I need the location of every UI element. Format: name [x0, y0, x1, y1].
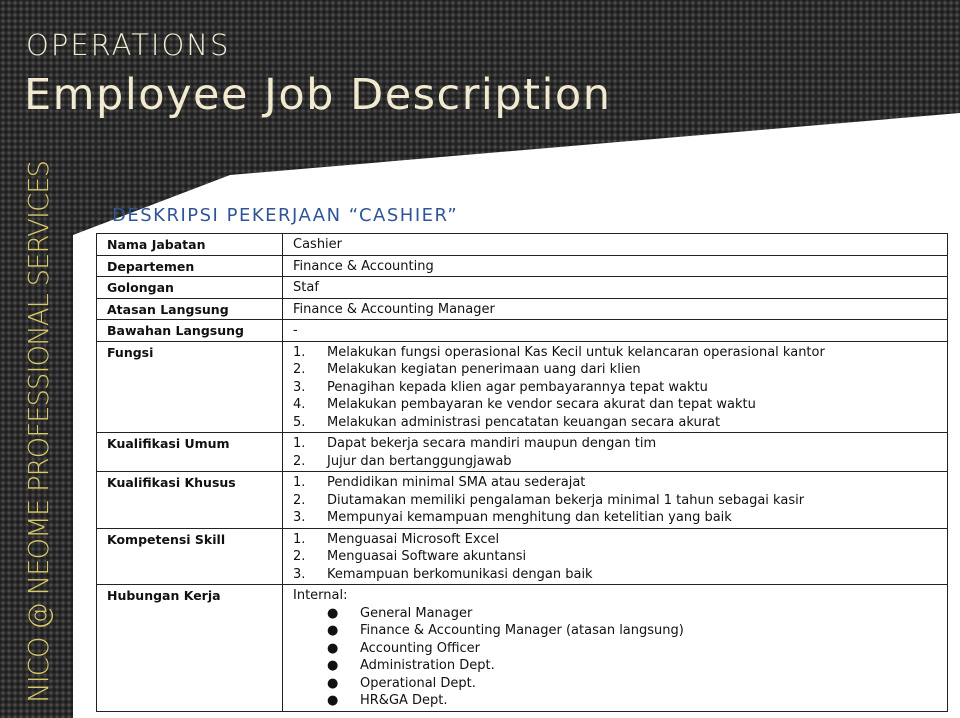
item-number: 3. — [293, 510, 306, 525]
list-item — [293, 474, 937, 492]
item-text: Accounting Officer — [360, 640, 481, 656]
list-item — [327, 657, 937, 675]
list-item — [293, 531, 937, 549]
numbered-list — [293, 435, 937, 470]
item-number: 2. — [293, 549, 306, 564]
list-item — [327, 692, 937, 710]
item-number: 1. — [293, 436, 306, 451]
item-text: Diutamakan memiliki pengalaman bekerja minimal 1 tahun sebagai kasir — [327, 492, 805, 508]
row-label: Atasan Langsung — [97, 298, 283, 320]
table-row — [97, 472, 948, 529]
list-item — [293, 453, 937, 471]
list-item — [293, 566, 937, 584]
item-text: Melakukan kegiatan penerimaan uang dari klien — [327, 362, 641, 377]
item-text: Penagihan kepada klien agar pembayarannya tepat waktu — [327, 379, 708, 395]
list-item — [293, 361, 937, 379]
bullet-list — [293, 605, 937, 710]
item-text: Dapat bekerja secara mandiri maupun dengan tim — [327, 436, 657, 451]
item-text: Kemampuan berkomunikasi dengan baik — [327, 566, 593, 582]
table-row — [97, 433, 948, 472]
item-number: 1. — [293, 475, 306, 490]
list-item — [327, 605, 937, 623]
row-value: - — [283, 320, 948, 342]
item-text: Pendidikan minimal SMA atau sederajat — [327, 475, 586, 490]
row-value: Staf — [283, 277, 948, 299]
list-item — [293, 509, 937, 527]
list-item — [293, 379, 937, 397]
table-row — [97, 298, 948, 320]
section-title: OPERATIONS — [26, 28, 231, 62]
row-value: Cashier — [283, 234, 948, 256]
row-label: Fungsi — [97, 341, 283, 433]
item-number: 1. — [293, 344, 306, 360]
item-number: 2. — [293, 362, 306, 377]
row-label: Kualifikasi Umum — [97, 433, 283, 472]
item-text: Jujur dan bertanggungjawab — [327, 453, 512, 469]
item-text: Menguasai Microsoft Excel — [327, 531, 500, 547]
row-label: Departemen — [97, 255, 283, 277]
item-text: Melakukan administrasi pencatatan keuangan secara akurat — [327, 414, 721, 430]
item-text: Menguasai Software akuntansi — [327, 549, 527, 564]
job-description-table — [96, 233, 948, 712]
item-number: 5. — [293, 414, 306, 430]
slide-title: Employee Job Description — [24, 70, 612, 120]
row-label: Nama Jabatan — [97, 234, 283, 256]
relation-intro: Internal: — [293, 588, 348, 603]
item-text: HR&GA Dept. — [360, 693, 448, 708]
list-item — [327, 622, 937, 640]
row-label: Hubungan Kerja — [97, 585, 283, 712]
table-row — [97, 320, 948, 342]
table-row — [97, 277, 948, 299]
table-row — [97, 255, 948, 277]
bullet-icon: ● — [327, 640, 339, 656]
item-text: Melakukan pembayaran ke vendor secara akurat dan tepat waktu — [327, 397, 756, 412]
list-item — [327, 640, 937, 658]
row-label: Golongan — [97, 277, 283, 299]
table-row — [97, 341, 948, 433]
row-value — [283, 472, 948, 529]
item-number: 4. — [293, 397, 306, 412]
row-value — [283, 341, 948, 433]
item-number: 2. — [293, 492, 306, 508]
list-item — [293, 548, 937, 566]
bullet-icon: ● — [327, 623, 339, 638]
item-text: Operational Dept. — [360, 675, 476, 691]
bullet-icon: ● — [327, 605, 339, 621]
list-item — [293, 435, 937, 453]
side-brand-text: NICO @ NEOME PROFESSIONAL SERVICES — [23, 161, 55, 703]
row-label: Kompetensi Skill — [97, 528, 283, 585]
item-text: Administration Dept. — [360, 658, 495, 673]
table-row — [97, 528, 948, 585]
item-text: Mempunyai kemampuan menghitung dan ketelitian yang baik — [327, 510, 732, 525]
row-label: Kualifikasi Khusus — [97, 472, 283, 529]
bullet-icon: ● — [327, 693, 339, 708]
bullet-icon: ● — [327, 675, 339, 691]
row-value: Finance & Accounting Manager — [283, 298, 948, 320]
document-heading: DESKRIPSI PEKERJAAN “CASHIER” — [112, 205, 459, 226]
row-value — [283, 528, 948, 585]
item-number: 2. — [293, 453, 306, 469]
item-text: Finance & Accounting Manager (atasan langsung) — [360, 623, 684, 638]
bullet-icon: ● — [327, 658, 339, 673]
list-item — [293, 414, 937, 432]
item-text: General Manager — [360, 605, 473, 621]
list-item — [327, 675, 937, 693]
row-label: Bawahan Langsung — [97, 320, 283, 342]
row-value: Finance & Accounting — [283, 255, 948, 277]
item-number: 1. — [293, 531, 306, 547]
numbered-list — [293, 474, 937, 527]
numbered-list — [293, 531, 937, 584]
list-item — [293, 344, 937, 362]
item-number: 3. — [293, 379, 306, 395]
list-item — [293, 492, 937, 510]
numbered-list — [293, 344, 937, 432]
table-row — [97, 585, 948, 712]
row-value — [283, 433, 948, 472]
item-number: 3. — [293, 566, 306, 582]
row-value — [283, 585, 948, 712]
table-row — [97, 234, 948, 256]
item-text: Melakukan fungsi operasional Kas Kecil untuk kelancaran operasional kantor — [327, 344, 825, 360]
list-item — [293, 396, 937, 414]
